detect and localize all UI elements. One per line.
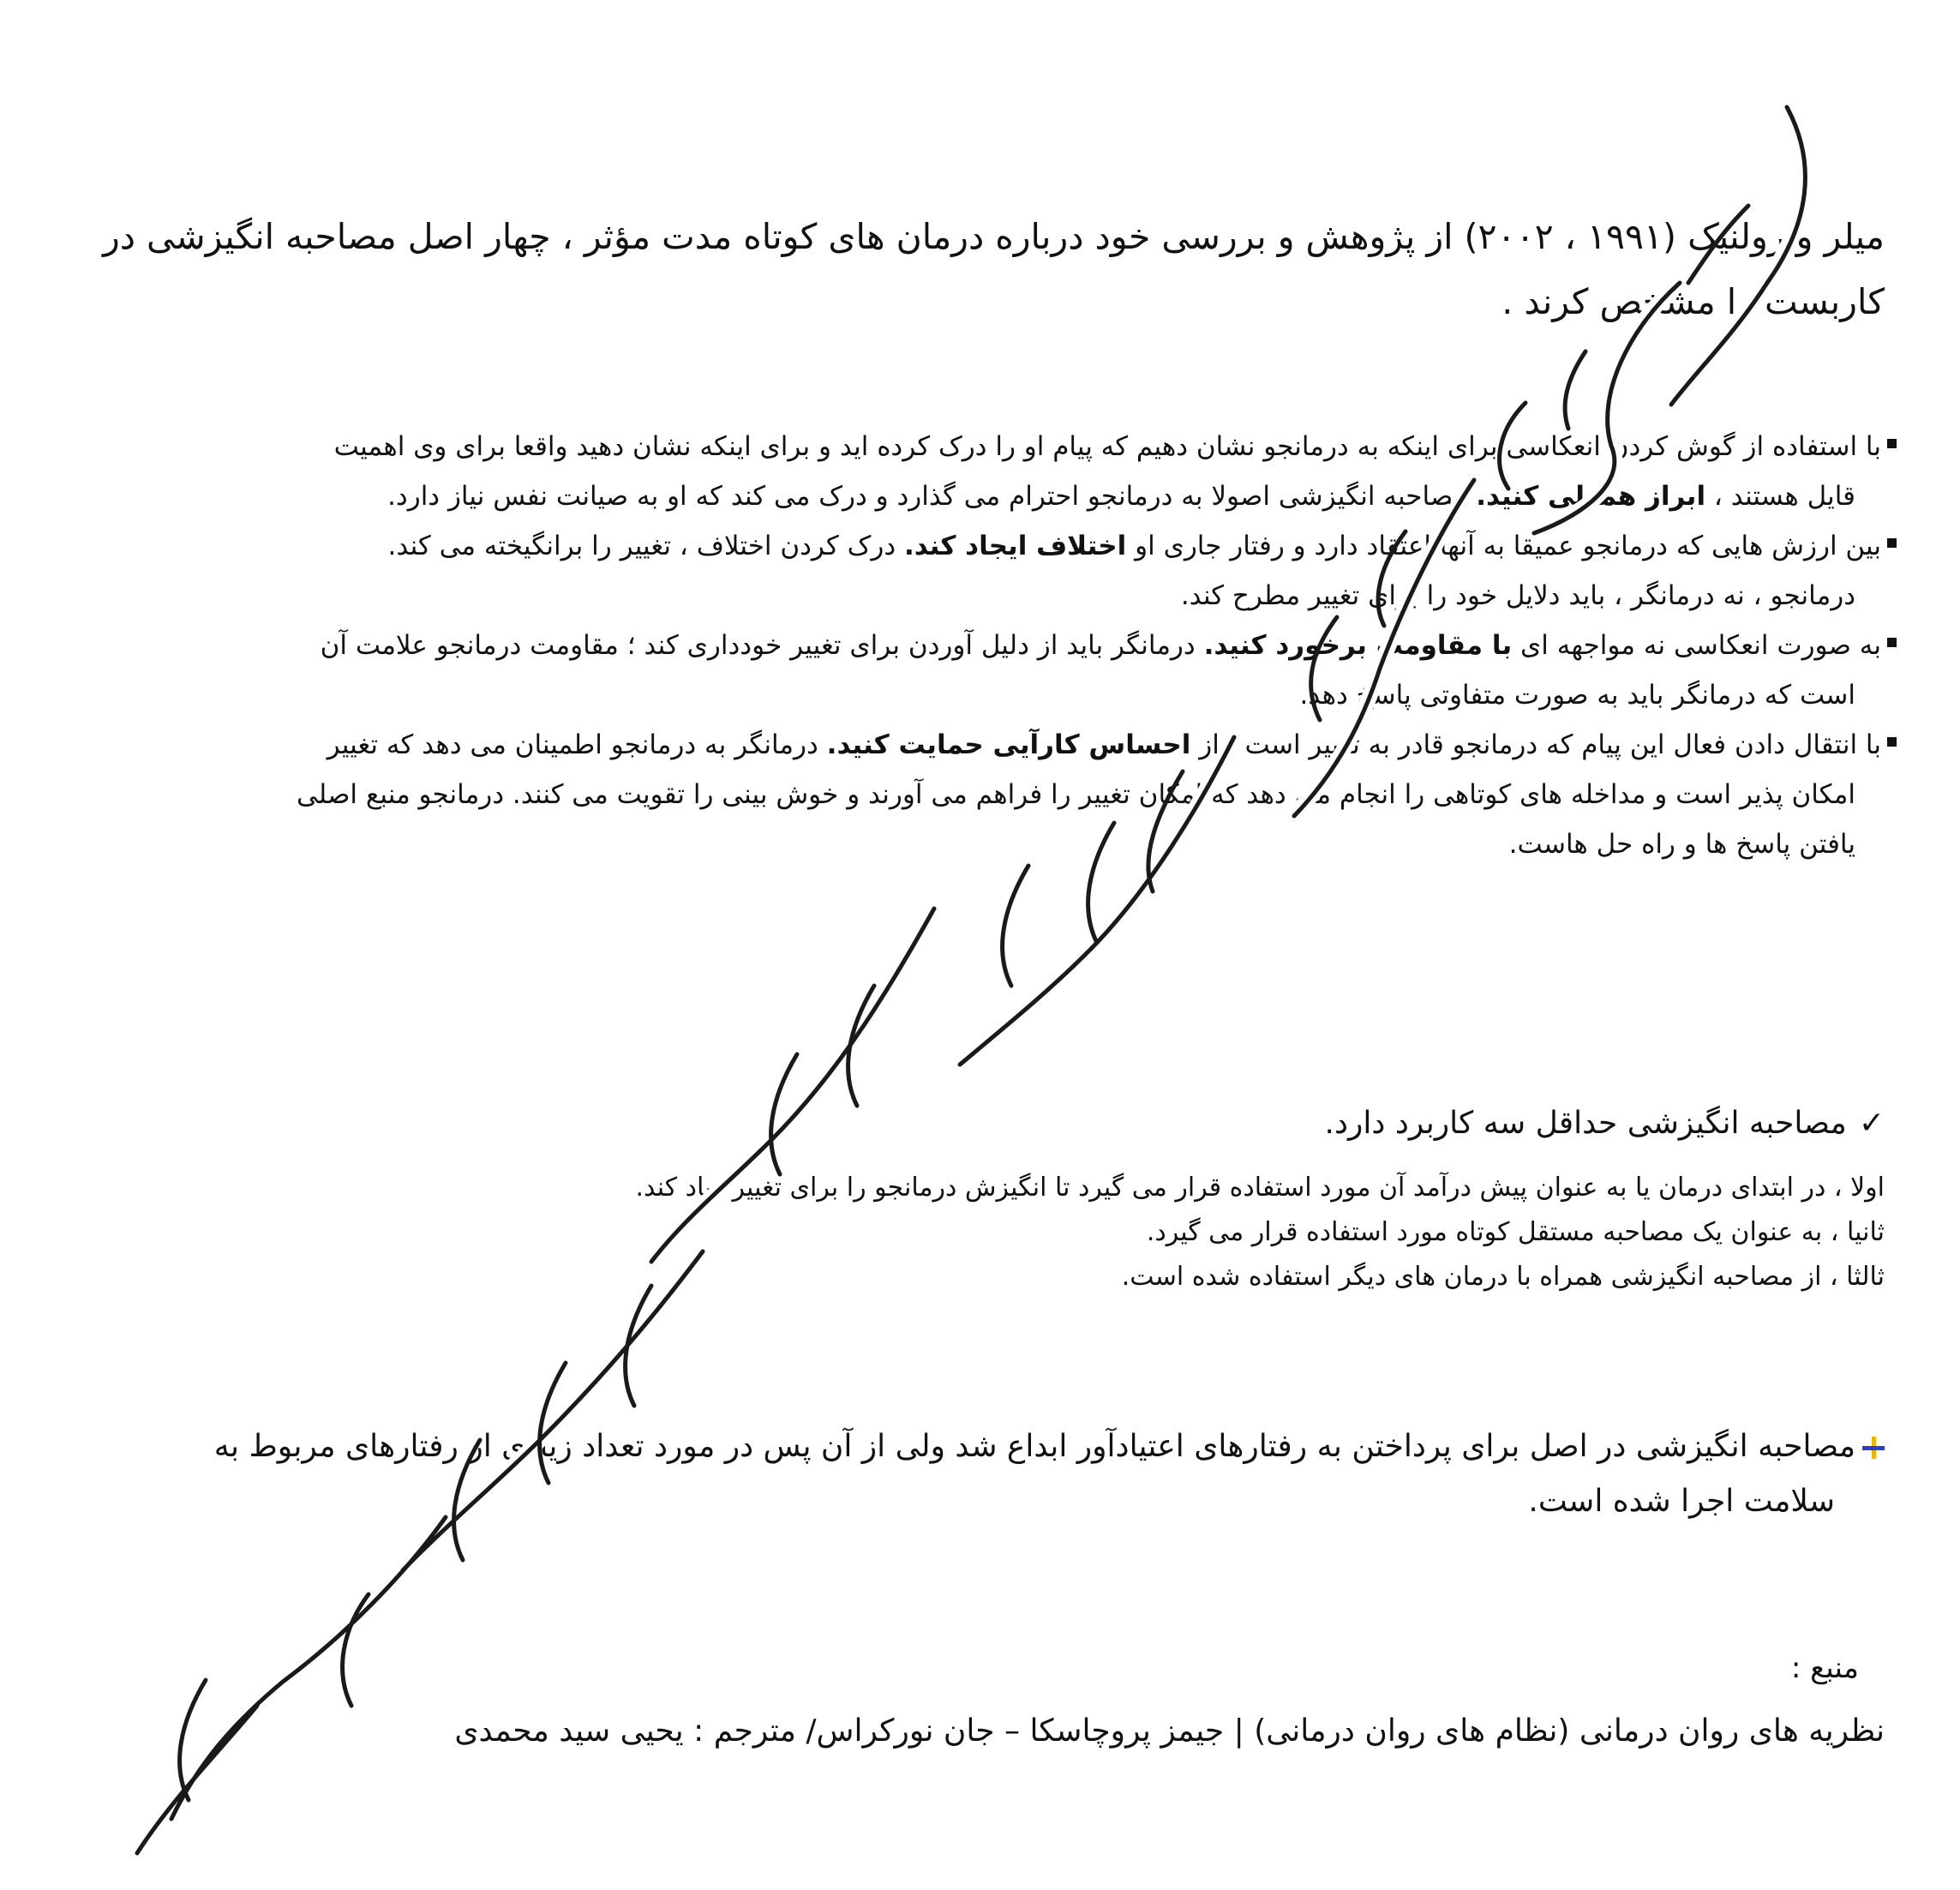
note-line-2: سلامت اجرا شده است. (1528, 1484, 1835, 1519)
note-paragraph (0, 1419, 1885, 1529)
intro-line-1: میلر و رولنیک (۱۹۹۱ ، ۲۰۰۲) از پژوهش و بررسی خود درباره درمان های کوتاه مدت مؤثر ، چهار اصل مصاحبه انگیزشی در (102, 216, 1885, 257)
principle-text: یافتن پاسخ ها و راه حل هاست. (1508, 829, 1855, 860)
uses-list (171, 1166, 1885, 1299)
principle-text: با استفاده از گوش کردن انعکاسی برای اینکه به درمانجو نشان دهیم که پیام او را درک کرده اید و برای اینکه نشان دهید واقعا برای وی اهمیت (333, 431, 1881, 462)
principle-text: درمانجو ، نه درمانگر ، باید دلایل خود را برای تغییر مطرح کند. (1180, 580, 1855, 611)
plus-icon (1862, 1437, 1885, 1459)
principle-bold: با مقاومت برخورد کنید. (1203, 630, 1513, 661)
check-icon: ✓ (1858, 1106, 1885, 1141)
square-bullet-icon (1887, 737, 1897, 747)
principle-item-empathy (7, 422, 1897, 521)
source-label: منبع : (1790, 1651, 1859, 1685)
principle-bold: احساس کارآیی حمایت کنید. (826, 729, 1191, 760)
uses-item: ثالثا ، از مصاحبه انگیزشی همراه با درمان های دیگر استفاده شده است. (1121, 1262, 1885, 1292)
square-bullet-icon (1887, 638, 1897, 647)
principle-text: درمانگر به درمانجو اطمینان می دهد که تغییر (327, 729, 827, 760)
uses-item: ثانیا ، به عنوان یک مصاحبه مستقل کوتاه مورد استفاده قرار می گیرد. (1146, 1217, 1885, 1247)
note-line-1: مصاحبه انگیزشی در اصل برای پرداختن به رفتارهای اعتیادآور ابداع شد ولی از آن پس در مورد تعداد زیادی از رفتارهای مربوط به (213, 1429, 1855, 1464)
principle-bold: ابراز همدلی کنید. (1476, 481, 1706, 512)
principle-text: درمانگر باید از دلیل آوردن برای تغییر خودداری کند ؛ مقاومت درمانجو علامت آن (320, 630, 1204, 661)
principle-text: درک کردن اختلاف ، تغییر را برانگیخته می کند. (387, 531, 904, 561)
principle-item-self-efficacy (7, 720, 1897, 869)
principle-text: به صورت انعکاسی نه مواجهه ای (1512, 630, 1881, 661)
intro-paragraph (12, 204, 1885, 334)
principle-item-resistance (7, 621, 1897, 720)
principle-item-discrepancy (7, 521, 1897, 621)
square-bullet-icon (1887, 538, 1897, 548)
uses-item: اولا ، در ابتدای درمان یا به عنوان پیش درآمد آن مورد استفاده قرار می گیرد تا انگیزش درمانجو را برای تغییر زیاد کند. (635, 1173, 1885, 1203)
principle-bold: اختلاف ایجاد کند. (904, 531, 1127, 561)
uses-heading-text: مصاحبه انگیزشی حداقل سه کاربرد دارد. (1324, 1106, 1847, 1141)
principle-text: مصاحبه انگیزشی اصولا به درمانجو احترام می گذارد و درک می کند که او به صیانت نفس نیاز دارد. (387, 481, 1477, 512)
uses-heading (1325, 1100, 1885, 1148)
principles-list (7, 422, 1897, 869)
principle-text: با انتقال دادن فعال این پیام که درمانجو قادر به تغییر است ، از (1190, 729, 1881, 760)
principle-text: قایل هستند ، (1705, 481, 1855, 512)
principle-text: است که درمانگر باید به صورت متفاوتی پاسخ دهد. (1299, 680, 1855, 711)
principle-text: امکان پذیر است و مداخله های کوتاهی را انجام می دهد که امکان تغییر را فراهم می آورند و خوش بینی را تقویت می کنند. درمانجو منبع اصلی (296, 779, 1855, 810)
principle-text: بین ارزش هایی که درمانجو عمیقا به آنها اعتقاد دارد و رفتار جاری او (1126, 531, 1881, 561)
source-citation: نظریه های روان درمانی (نظام های روان درمانی) | جیمز پروچاسکا – جان نورکراس/ مترجم : یحیی سید محمدی (454, 1713, 1885, 1749)
square-bullet-icon (1887, 439, 1897, 448)
intro-line-2: کاربست را مشخص کرند . (1501, 281, 1885, 322)
